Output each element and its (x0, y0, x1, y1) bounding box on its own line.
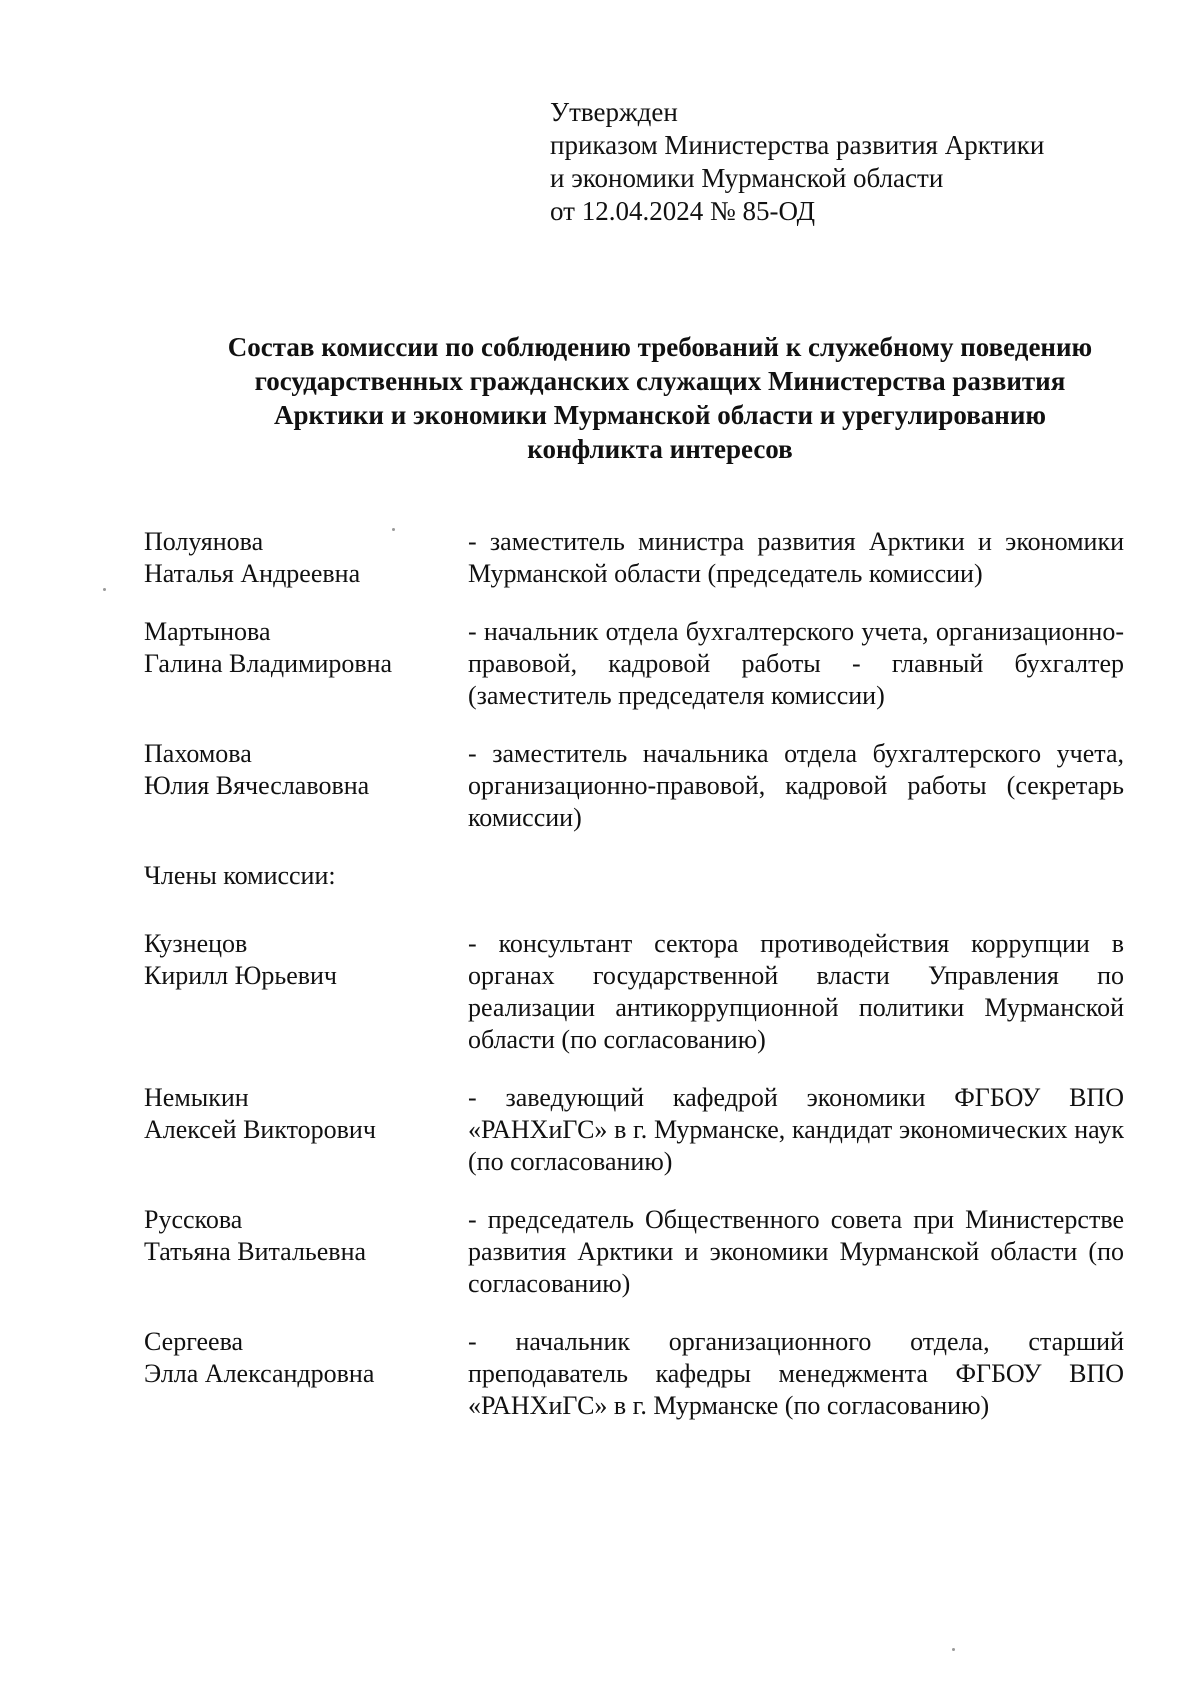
approval-line-2: приказом Министерства развития Арктики (550, 130, 1045, 160)
commission-roster (144, 526, 1134, 1422)
member-name (144, 1326, 468, 1422)
roster-row-member (144, 1326, 1134, 1422)
roster-row-member (144, 928, 1134, 1056)
approval-line-1: Утвержден (550, 97, 678, 127)
member-surname: Полуянова (144, 527, 264, 556)
member-name (144, 1204, 468, 1300)
title-line-4: конфликта интересов (527, 434, 793, 464)
member-given-name: Наталья Андреевна (144, 559, 361, 588)
member-surname: Немыкин (144, 1083, 249, 1112)
member-name (144, 526, 468, 590)
member-name (144, 738, 468, 834)
scan-speck (392, 528, 395, 531)
roster-row-deputy-chair (144, 616, 1134, 712)
member-name (144, 616, 468, 712)
members-section-label: Члены комиссии: (144, 861, 336, 890)
member-name (144, 928, 468, 1056)
document-title (170, 330, 1150, 466)
roster-row-chair (144, 526, 1134, 590)
approval-stamp-block (550, 96, 1044, 228)
member-surname: Мартынова (144, 617, 271, 646)
member-role: - заместитель начальника отдела бухгалтерского учета, организационно-правовой, кадровой работы (секретарь комиссии) (468, 739, 1124, 832)
approval-line-3: и экономики Мурманской области (550, 163, 944, 193)
title-line-3: Арктики и экономики Мурманской области и урегулированию (273, 400, 1047, 430)
member-given-name: Юлия Вячеславовна (144, 771, 370, 800)
roster-row-member (144, 1204, 1134, 1300)
member-given-name: Элла Александровна (144, 1359, 375, 1388)
member-surname: Русскова (144, 1205, 243, 1234)
scan-speck (103, 588, 106, 591)
scan-speck (952, 1648, 955, 1651)
roster-row-member (144, 1082, 1134, 1178)
member-surname: Сергеева (144, 1327, 244, 1356)
title-line-1: Состав комиссии по соблюдению требований к служебному поведению (227, 332, 1093, 362)
member-role: - начальник отдела бухгалтерского учета, организационно-правовой, кадровой работы - главный бухгалтер (заместитель председателя комиссии) (468, 617, 1124, 710)
member-surname: Пахомова (144, 739, 252, 768)
member-given-name: Кирилл Юрьевич (144, 961, 338, 990)
member-surname: Кузнецов (144, 929, 248, 958)
member-given-name: Галина Владимировна (144, 649, 393, 678)
title-line-2: государственных гражданских служащих Министерства развития (254, 366, 1066, 396)
member-name (144, 1082, 468, 1178)
approval-line-4: от 12.04.2024 № 85-ОД (550, 196, 816, 226)
member-given-name: Алексей Викторович (144, 1115, 376, 1144)
member-role: - председатель Общественного совета при Министерстве развития Арктики и экономики Мурманской области (по согласованию) (468, 1205, 1124, 1298)
member-role: - консультант сектора противодействия коррупции в органах государственной власти Управления по реализации антикоррупционной политики Мурманской области (по согласованию) (468, 929, 1124, 1054)
member-role: - начальник организационного отдела, старший преподаватель кафедры менеджмента ФГБОУ ВПО «РАНХиГС» в г. Мурманске (по согласованию) (468, 1327, 1124, 1420)
member-role: - заведующий кафедрой экономики ФГБОУ ВПО «РАНХиГС» в г. Мурманске, кандидат экономических наук (по согласованию) (468, 1083, 1124, 1176)
member-given-name: Татьяна Витальевна (144, 1237, 367, 1266)
member-role: - заместитель министра развития Арктики и экономики Мурманской области (председатель комиссии) (468, 527, 1124, 588)
roster-row-secretary (144, 738, 1134, 834)
